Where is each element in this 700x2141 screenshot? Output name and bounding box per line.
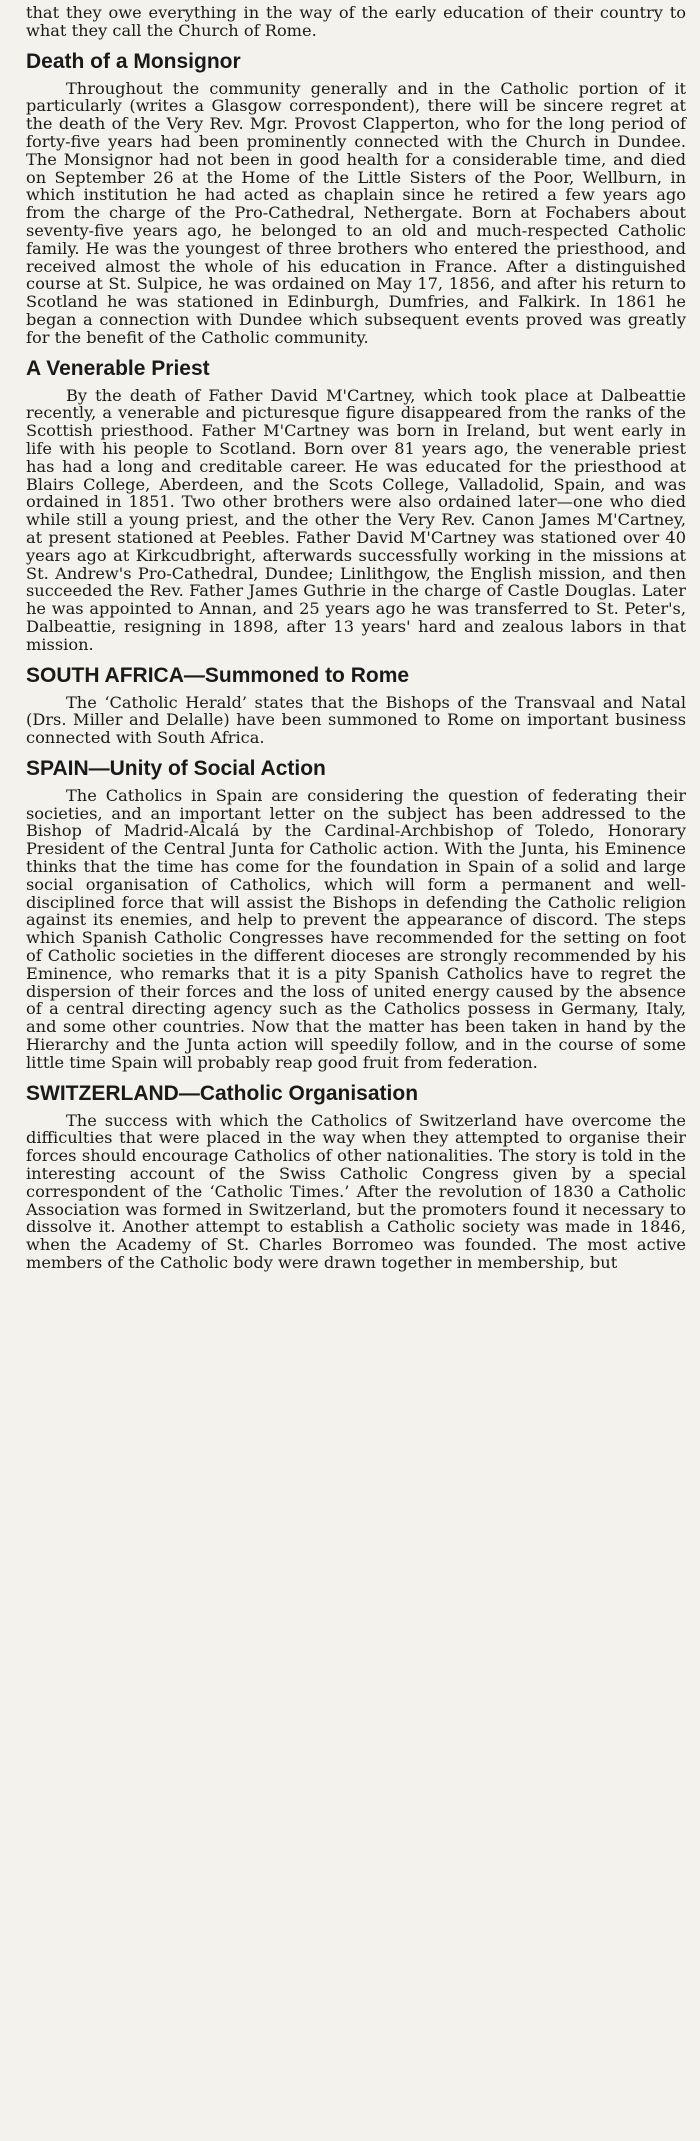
section-heading: Death of a Monsignor bbox=[26, 49, 241, 73]
intro-paragraph: that they owe everything in the way of the early education of their country to what they call the Church of Rome. bbox=[26, 3, 686, 40]
section-paragraph: The success with which the Catholics of Switzerland have overcome the difficulties that were placed in the way when they attempted to organise their forces should encourage Catholics of other nationalities. The story is told in the interesting account of the Swiss Catholic Congress given by a special correspondent of the ‘Catholic Times.’ After the revolution of 1830 a Catholic Association was formed in Switzerland, but the promoters found it necessary to dissolve it. Another attempt to establish a Catholic society was made in 1846, when the Academy of St. Charles Borromeo was founded. The most active members of the Catholic body were drawn together in membership, but bbox=[26, 1110, 686, 1273]
heading-topic: Summoned to Rome bbox=[204, 663, 410, 687]
section-switzerland bbox=[26, 1082, 686, 1272]
section-paragraph: The ‘Catholic Herald’ states that the Bishops of the Transvaal and Natal (Drs. Miller and Delalle) have been summoned to Rome on important business connected with South Africa. bbox=[26, 692, 686, 748]
heading-country: SOUTH AFRICA bbox=[26, 663, 184, 687]
section-paragraph: The Catholics in Spain are considering the question of federating their societies, and an important letter on the subject has been addressed to the Bishop of Madrid-Alcalá by the Cardinal-Archbishop of Toledo, Honorary President of the Central Junta for Catholic action. With the Junta, his Eminence thinks that the time has come for the foundation in Spain of a solid and large social organisation of Catholics, which will form a permanent and well-disciplined force that will assist the Bishops in defending the Catholic religion against its enemies, and help to prevent the appearance of discord. The steps which Spanish Catholic Congresses have recommended for the setting on foot of Catholic societies in the different dioceses are strongly recommended by his Eminence, who remarks that it is a pity Spanish Catholics have to regret the dispersion of their forces and the loss of united energy caused by the absence of a central directing agency such as the Catholics possess in Germany, Italy, and some other countries. Now that the matter has been taken in hand by the Hierarchy and the Junta action will speedily follow, and in the course of some little time Spain will probably reap good fruit from federation. bbox=[26, 785, 686, 1072]
section-death-of-a-monsignor bbox=[26, 50, 686, 347]
heading-country: SWITZERLAND bbox=[26, 1081, 179, 1105]
heading-country: SPAIN bbox=[26, 756, 89, 780]
section-spain bbox=[26, 757, 686, 1072]
heading-topic: Unity of Social Action bbox=[109, 756, 326, 780]
section-paragraph: By the death of Father David M'Cartney, which took place at Dalbeattie recently, a venerable and picturesque figure disappeared from the ranks of the Scottish priesthood. Father M'Cartney was born in Ireland, but went early in life with his people to Scotland. Born over 81 years ago, the venerable priest has had a long and creditable career. He was educated for the priesthood at Blairs College, Aberdeen, and the Scots College, Valladolid, Spain, and was ordained in 1851. Two other brothers were also ordained later—one who died while still a young priest, and the other the Very Rev. Canon James M'Cartney, at present stationed at Peebles. Father David M'Cartney was stationed over 40 years ago at Kirkcudbright, afterwards successfully working in the missions at St. Andrew's Pro-Cathedral, Dundee; Linlithgow, the English mission, and then succeeded the Rev. Father James Guthrie in the charge of Castle Douglas. Later he was appointed to Annan, and 25 years ago he was transferred to St. Peter's, Dalbeattie, resigning in 1898, after 13 years' hard and zealous labors in that mission. bbox=[26, 385, 686, 654]
heading-topic: Catholic Organisation bbox=[199, 1081, 419, 1105]
section-heading: SPAIN—Unity of Social Action bbox=[26, 756, 326, 780]
section-heading: SOUTH AFRICA—Summoned to Rome bbox=[26, 663, 410, 687]
section-paragraph: Throughout the community generally and in the Catholic portion of it particularly (writes a Glasgow correspondent), there will be sincere regret at the death of the Very Rev. Mgr. Provost Clapperton, who for the long period of forty-five years had been prominently connected with the Church in Dundee. The Monsignor had not been in good health for a considerable time, and died on September 26 at the Home of the Little Sisters of the Poor, Wellburn, in which institution he had acted as chaplain since he retired a few years ago from the charge of the Pro-Cathedral, Nethergate. Born at Fochabers about seventy-five years ago, he belonged to an old and much-respected Catholic family. He was the youngest of three brothers who entered the priesthood, and received almost the whole of his education in France. After a distinguished course at St. Sulpice, he was ordained on May 17, 1856, and after his return to Scotland he was stationed in Edinburgh, Dumfries, and Falkirk. In 1861 he began a connection with Dundee which subsequent events proved was greatly for the benefit of the Catholic community. bbox=[26, 78, 686, 347]
section-heading: A Venerable Priest bbox=[26, 356, 210, 380]
section-south-africa bbox=[26, 664, 686, 747]
section-heading: SWITZERLAND—Catholic Organisation bbox=[26, 1081, 419, 1105]
section-a-venerable-priest bbox=[26, 357, 686, 654]
